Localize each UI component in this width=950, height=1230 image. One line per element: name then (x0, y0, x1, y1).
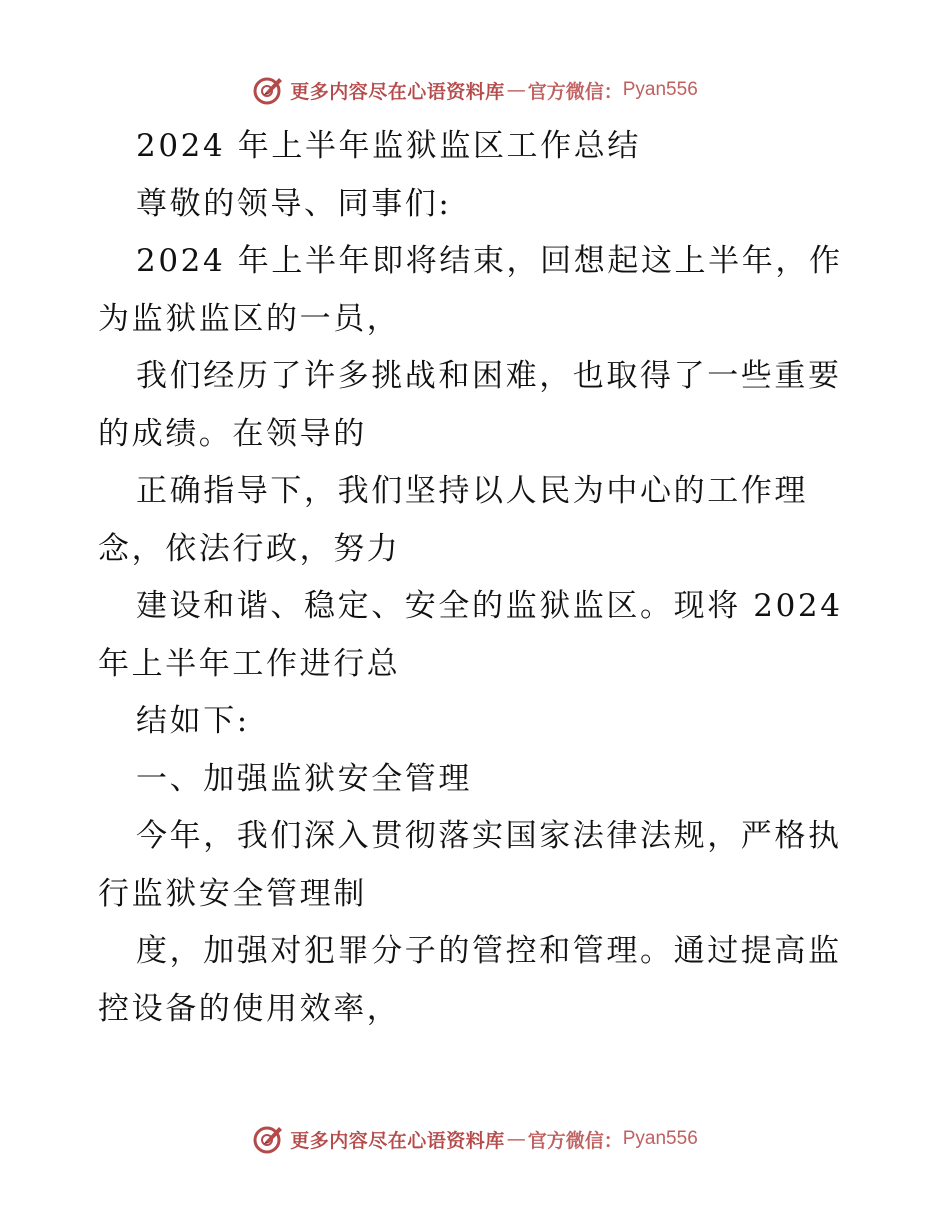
banner-wechat-id: Pyan556 (622, 79, 698, 100)
section-heading: 一、加强监狱安全管理 (136, 760, 472, 797)
banner-site-text: 更多内容尽在心语资料库 (290, 80, 505, 103)
banner-wechat-id: Pyan556 (622, 1128, 698, 1149)
paragraph-line: 行监狱安全管理制 (98, 875, 367, 912)
footer-banner (0, 1119, 950, 1159)
paragraph-line: 念，依法行政，努力 (98, 530, 401, 567)
banner-wechat-label: 官方微信： (527, 1129, 623, 1152)
paragraph-line: 今年，我们深入贯彻落实国家法律法规，严格执 (136, 818, 842, 854)
paragraph-line: 结如下: (136, 703, 250, 739)
paragraph-line: 建设和谐、稳定、安全的监狱监区。现将 2024 (136, 588, 843, 624)
banner-separator: — (506, 1128, 526, 1150)
paragraph-line: 的成绩。在领导的 (98, 415, 367, 452)
banner-wechat-label: 官方微信： (527, 80, 623, 103)
pen-nib-circle-icon (252, 1123, 284, 1155)
paragraph-line: 年上半年工作进行总 (98, 645, 401, 682)
document-title: 2024 年上半年监狱监区工作总结 (136, 128, 641, 164)
pen-nib-circle-icon (252, 74, 284, 106)
header-banner (0, 70, 950, 110)
paragraph-line: 为监狱监区的一员， (98, 300, 401, 337)
paragraph-line: 我们经历了许多挑战和困难，也取得了一些重要 (136, 358, 842, 394)
banner-separator: — (506, 79, 526, 101)
paragraph-line: 正确指导下，我们坚持以人民为中心的工作理 (136, 473, 808, 509)
paragraph-line: 2024 年上半年即将结束，回想起这上半年，作 (136, 243, 843, 279)
document-body (98, 118, 858, 1038)
banner-site-text: 更多内容尽在心语资料库 (290, 1129, 505, 1152)
paragraph-line: 控设备的使用效率， (98, 990, 401, 1027)
paragraph-line: 度，加强对犯罪分子的管控和管理。通过提高监 (136, 933, 842, 969)
salutation: 尊敬的领导、同事们: (136, 185, 452, 222)
